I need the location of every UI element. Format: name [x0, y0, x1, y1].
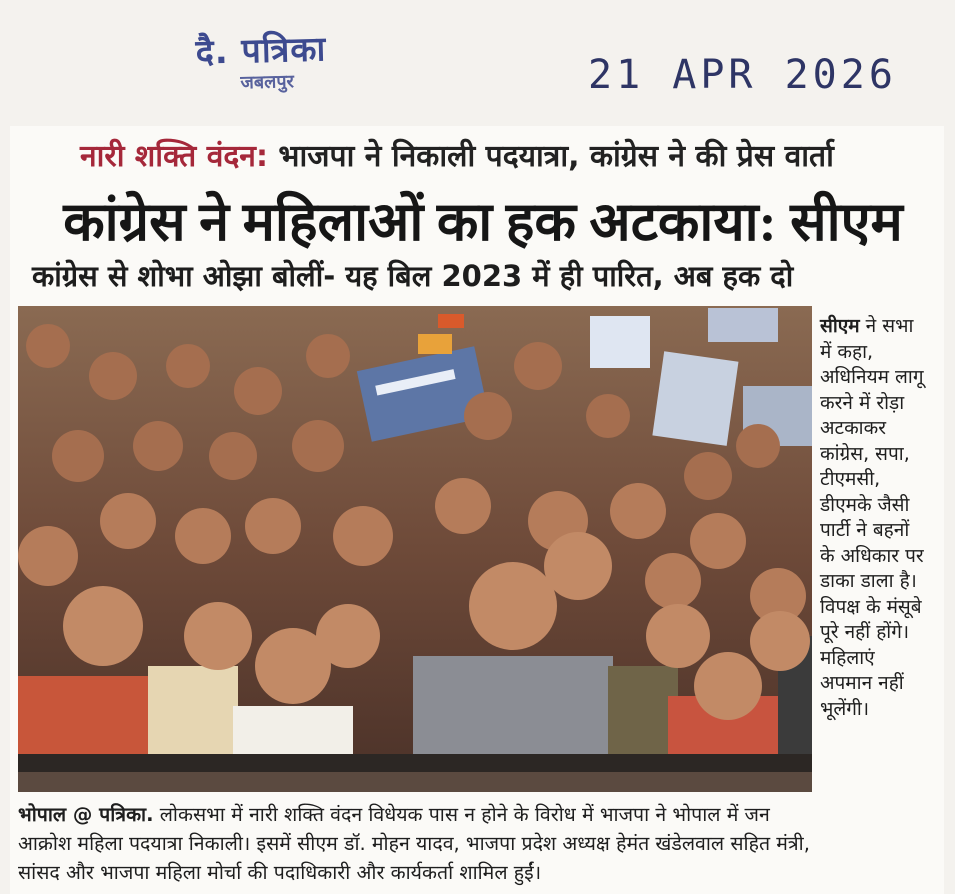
stamp-city: जबलपुर [240, 71, 295, 94]
sidebar-line: भूलेंगी। [820, 697, 870, 720]
sidebar-line: करने में रोड़ा [820, 391, 905, 414]
stamp-publication-name: दै. पत्रिका [195, 29, 327, 73]
article-body [18, 800, 938, 887]
dateline: भोपाल @ पत्रिका. [18, 803, 154, 826]
publication-stamp [195, 30, 327, 97]
date-stamp: 21 APR 2026 [588, 52, 897, 98]
sidebar-line: कांग्रेस, सपा, [820, 442, 910, 465]
headline: कांग्रेस ने महिलाओं का हक अटकाया: सीएम [63, 192, 903, 252]
sidebar-line: के अधिकार पर [820, 544, 924, 567]
sidebar-quote [820, 314, 942, 722]
body-line: आक्रोश महिला पदयात्रा निकाली। इसमें सीएम डॉ. मोहन यादव, भाजपा प्रदेश अध्यक्ष हेमंत खंडेलवाल सहित मंत्री, [18, 832, 810, 855]
sidebar-line: अधिनियम लागू [820, 366, 924, 388]
body-line: भोपाल @ पत्रिका. लोकसभा में नारी शक्ति वंदन विधेयक पास न होने के विरोध में भाजपा ने भोपाल में जन [18, 803, 770, 826]
kicker [80, 134, 834, 175]
sidebar-line: पूरे नहीं होंगे। [820, 621, 910, 643]
newspaper-clipping [10, 126, 944, 894]
crowd-illustration [18, 306, 812, 792]
sidebar-line: में कहा, [820, 340, 874, 363]
sidebar-line: अपमान नहीं [820, 672, 904, 694]
kicker-accent: नारी शक्ति वंदन: [80, 139, 268, 174]
sidebar-line: पार्टी ने बहनों [820, 519, 910, 541]
sidebar-line: महिलाएं [820, 646, 875, 669]
sidebar-line: सीएम ने सभा [820, 315, 914, 337]
sidebar-line: डाका डाला है। [820, 570, 917, 592]
sidebar-line: टीएमसी, [820, 468, 881, 490]
sidebar-line: विपक्ष के मंसूबे [820, 595, 922, 618]
rally-photo [18, 306, 812, 792]
kicker-text: भाजपा ने निकाली पदयात्रा, कांग्रेस ने की प्रेस वार्ता [267, 139, 834, 174]
subheadline: कांग्रेस से शोभा ओझा बोलीं- यह बिल 2023 में ही पारित, अब हक दो [32, 259, 794, 293]
sidebar-line: अटकाकर [820, 417, 886, 439]
body-line: सांसद और भाजपा महिला मोर्चा की पदाधिकारी और कार्यकर्ता शामिल हुईं। [18, 861, 542, 884]
sidebar-line: डीएमके जैसी [820, 493, 910, 516]
sidebar-lead: सीएम [820, 315, 860, 337]
